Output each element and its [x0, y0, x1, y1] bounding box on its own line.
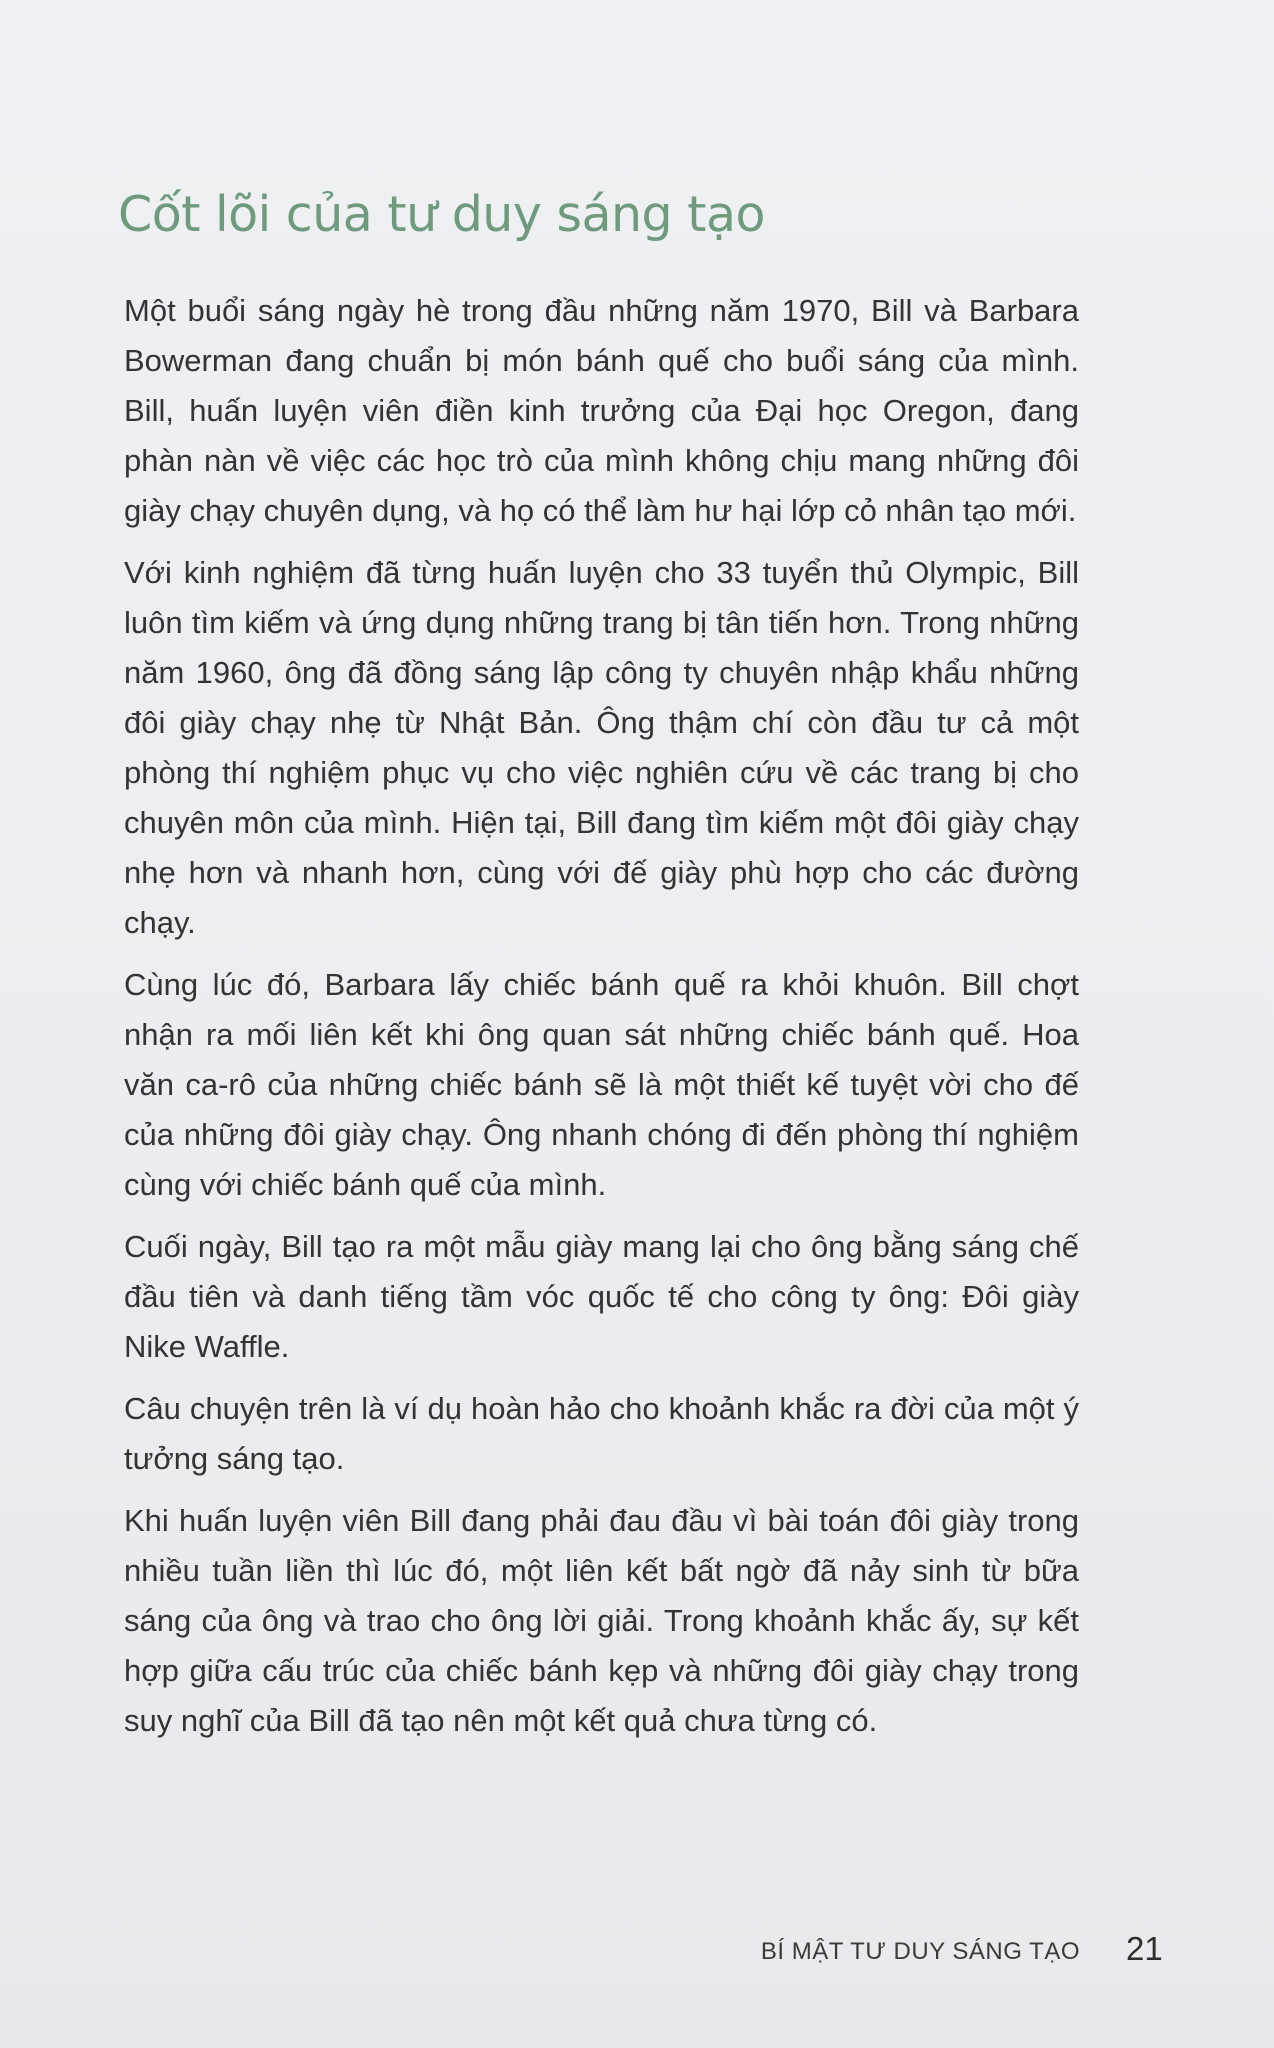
page-number: 21: [1126, 1930, 1163, 1967]
body-text: [124, 286, 1079, 1758]
paragraph: Câu chuyện trên là ví dụ hoàn hảo cho khoảnh khắc ra đời của một ý tưởng sáng tạo.: [124, 1391, 1079, 1476]
paragraph: Một buổi sáng ngày hè trong đầu những năm 1970, Bill và Barbara Bowerman đang chuẩn bị món bánh quế cho buổi sáng của mình. Bill, huấn luyện viên điền kinh trưởng của Đại học Oregon, đang phàn nàn về việc các học trò của mình không chịu mang những đôi giày chạy chuyên dụng, và họ có thể làm hư hại lớp cỏ nhân tạo mới.: [124, 293, 1079, 528]
paragraph: Cuối ngày, Bill tạo ra một mẫu giày mang lại cho ông bằng sáng chế đầu tiên và danh tiếng tầm vóc quốc tế cho công ty ông: Đôi giày Nike Waffle.: [124, 1229, 1079, 1364]
paragraph: Với kinh nghiệm đã từng huấn luyện cho 33 tuyển thủ Olympic, Bill luôn tìm kiếm và ứng dụng những trang bị tân tiến hơn. Trong những năm 1960, ông đã đồng sáng lập công ty chuyên nhập khẩu những đôi giày chạy nhẹ từ Nhật Bản. Ông thậm chí còn đầu tư cả một phòng thí nghiệm phục vụ cho việc nghiên cứu về các trang bị cho chuyên môn của mình. Hiện tại, Bill đang tìm kiếm một đôi giày chạy nhẹ hơn và nhanh hơn, cùng với đế giày phù hợp cho các đường chạy.: [124, 555, 1079, 940]
running-footer-title: BÍ MẬT TƯ DUY SÁNG TẠO: [760, 1938, 1080, 1965]
paragraph: Khi huấn luyện viên Bill đang phải đau đầu vì bài toán đôi giày trong nhiều tuần liền thì lúc đó, một liên kết bất ngờ đã nảy sinh từ bữa sáng của ông và trao cho ông lời giải. Trong khoảnh khắc ấy, sự kết hợp giữa cấu trúc của chiếc bánh kẹp và những đôi giày chạy trong suy nghĩ của Bill đã tạo nên một kết quả chưa từng có.: [124, 1503, 1079, 1738]
paragraph: Cùng lúc đó, Barbara lấy chiếc bánh quế ra khỏi khuôn. Bill chợt nhận ra mối liên kết khi ông quan sát những chiếc bánh quế. Hoa văn ca-rô của những chiếc bánh sẽ là một thiết kế tuyệt vời cho đế của những đôi giày chạy. Ông nhanh chóng đi đến phòng thí nghiệm cùng với chiếc bánh quế của mình.: [124, 967, 1079, 1202]
section-heading: Cốt lõi của tư duy sáng tạo: [118, 186, 765, 243]
